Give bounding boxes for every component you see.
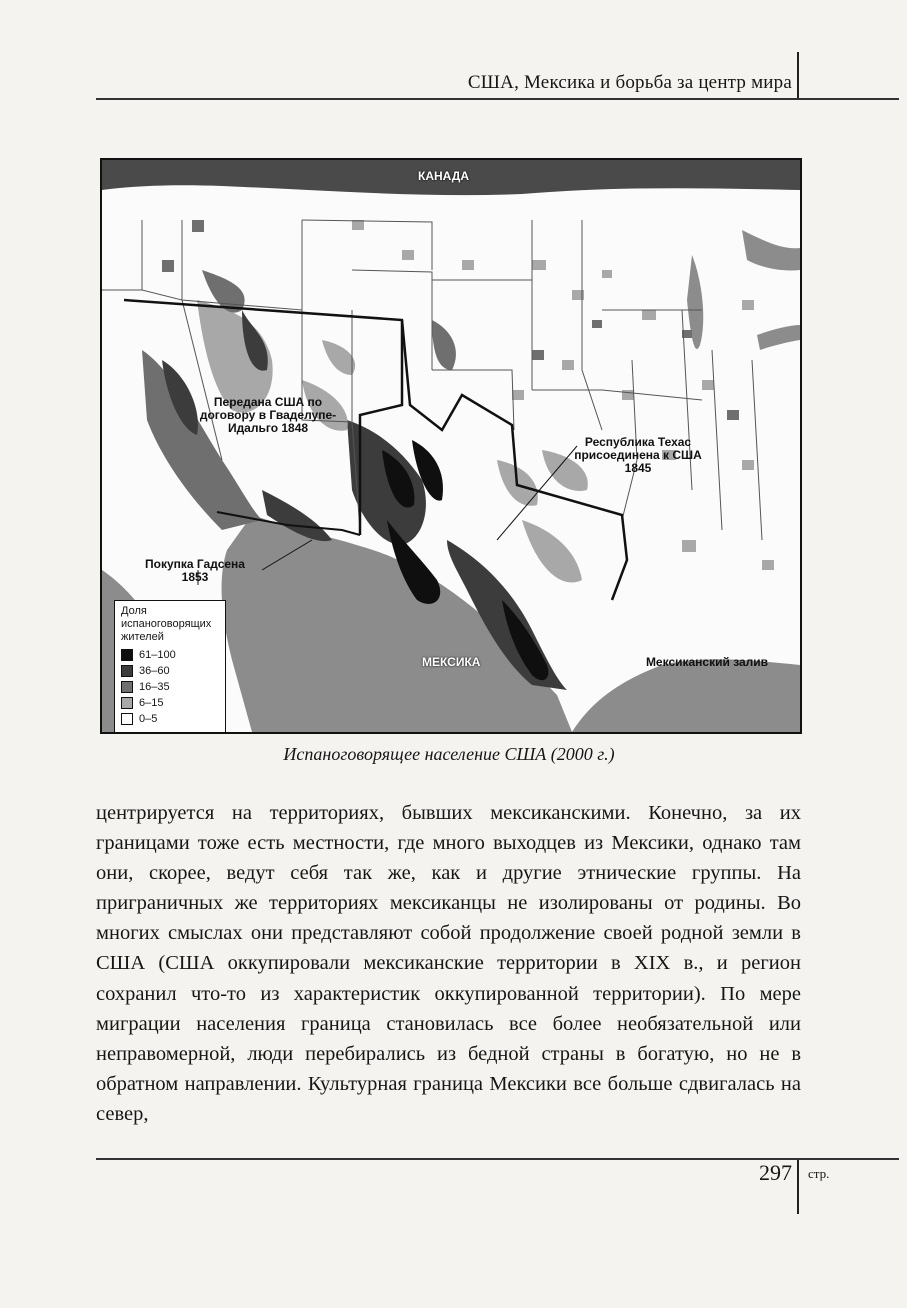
legend-range: 6–15 (139, 696, 164, 709)
map-legend (114, 600, 226, 733)
header-rule (96, 98, 899, 100)
label-mexico: МЕКСИКА (422, 655, 481, 669)
running-header: США, Мексика и борьба за центр мира (467, 72, 792, 93)
page-number: 297 (759, 1160, 792, 1185)
legend-range: 16–35 (139, 680, 170, 693)
hispanic-population-map (100, 158, 802, 734)
legend-swatch (121, 697, 133, 709)
figure-caption: Испаноговорящее население США (2000 г.) (283, 744, 615, 764)
legend-item (121, 647, 219, 663)
label-gadsden: Покупка Гадсена 1853 (145, 557, 245, 584)
page-suffix: стр. (808, 1166, 830, 1181)
legend-item (121, 679, 219, 695)
legend-range: 0–5 (139, 712, 158, 725)
header-divider (797, 52, 799, 100)
legend-range: 36–60 (139, 664, 170, 677)
legend-item (121, 663, 219, 679)
legend-range: 61–100 (139, 648, 176, 661)
legend-item (121, 711, 219, 727)
label-canada: КАНАДА (418, 169, 469, 183)
label-texas: Республика Техас присоединена к США 1845 (574, 435, 702, 475)
body-paragraph: центрируется на территориях, бывших мексиканскими. Конечно, за их границами тоже есть местности, где много выходцев из Мексики, однако там они, скорее, ведут себя так же, как и другие этнические группы. На приграничных же территориях мексиканцы не изолированы от родины. Во многих смыслах они представляют собой продолжение своей родной земли в США (США оккупировали мексиканские территории в XIX в., и регион сохранил что-то из характеристик оккупированной территории). По мере миграции населения граница становилась все более необязательной или неправомерной, люди перебирались из бедной страны в богатую, но не в обратном направлении. Культурная граница Мексики все больше сдвигалась на север, (96, 802, 801, 1125)
legend-title: Доля испаноговорящих жителей (121, 605, 212, 643)
legend-swatch (121, 649, 133, 661)
body-text (96, 798, 801, 1129)
legend-swatch (121, 713, 133, 725)
legend-item (121, 695, 219, 711)
legend-swatch (121, 681, 133, 693)
legend-swatch (121, 665, 133, 677)
label-gulf: Мексиканский залив (645, 655, 769, 669)
label-cession: Передана США по договору в Гваделупе-Идальго 1848 (199, 395, 337, 435)
footer-divider (797, 1160, 799, 1214)
